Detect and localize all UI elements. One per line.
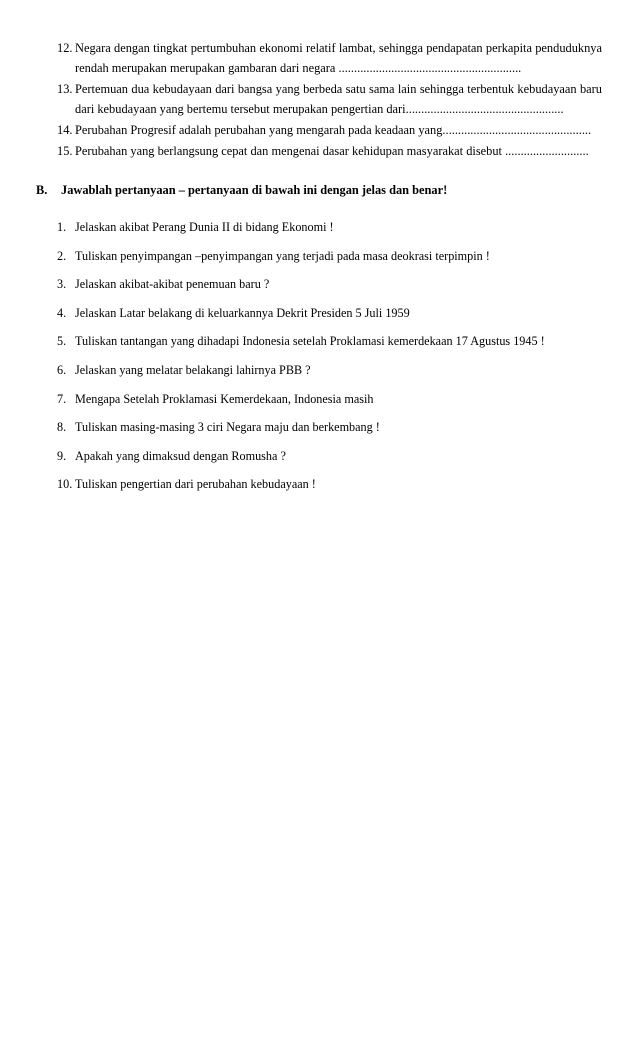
item-number: 14.	[57, 123, 73, 137]
item-text: Tuliskan masing-masing 3 ciri Negara maju dan berkembang !	[75, 420, 380, 435]
list-item	[57, 470, 602, 499]
item-number: 1.	[57, 220, 67, 234]
item-text: Negara dengan tingkat pertumbuhan ekonomi relatif lambat, sehingga pendapatan perkapita penduduknya rendah merupakan merupakan gambaran dari negara ...........................................................	[75, 41, 602, 75]
list-item	[57, 327, 602, 356]
item-number: 9.	[57, 448, 67, 463]
item-text: Jelaskan akibat-akibat penemuan baru ?	[75, 277, 270, 292]
list-item	[57, 299, 602, 328]
list-item	[57, 270, 602, 299]
list-item	[57, 413, 602, 442]
section-instruction: Jawablah pertanyaan – pertanyaan di bawah ini dengan jelas dan benar!	[61, 183, 448, 197]
item-text: Pertemuan dua kebudayaan dari bangsa yang berbeda satu sama lain sehingga terbentuk kebudayaan baru dari kebudayaan yang bertemu tersebut merupakan pengertian dari...................................................	[75, 82, 602, 116]
item-text: Tuliskan pengertian dari perubahan kebudayaan !	[75, 477, 316, 492]
item-number: 2.	[57, 248, 67, 263]
essay-question-list	[57, 213, 602, 499]
list-item	[57, 141, 602, 161]
item-number: 10.	[57, 477, 73, 492]
item-number: 5.	[57, 334, 67, 349]
list-item	[57, 356, 602, 385]
item-text: Jelaskan akibat Perang Dunia II di bidang Ekonomi !	[75, 220, 334, 234]
section-heading	[36, 183, 447, 198]
item-number: 15.	[57, 144, 73, 158]
continued-question-list	[57, 38, 602, 162]
item-number: 12.	[57, 41, 73, 55]
item-text: Jelaskan Latar belakang di keluarkannya Dekrit Presiden 5 Juli 1959	[75, 305, 410, 320]
list-item	[57, 242, 602, 271]
list-item	[57, 38, 602, 78]
item-number: 4.	[57, 305, 67, 320]
item-text: Tuliskan penyimpangan –penyimpangan yang terjadi pada masa deokrasi terpimpin !	[75, 248, 490, 263]
item-number: 6.	[57, 362, 67, 377]
item-number: 3.	[57, 277, 67, 292]
item-number: 8.	[57, 420, 67, 435]
list-item	[57, 442, 602, 471]
item-text: Mengapa Setelah Proklamasi Kemerdekaan, Indonesia masih	[75, 391, 374, 406]
list-item	[57, 385, 602, 414]
list-item	[57, 213, 602, 242]
section-letter: B.	[36, 183, 48, 197]
item-text: Apakah yang dimaksud dengan Romusha ?	[75, 448, 286, 463]
item-text: Tuliskan tantangan yang dihadapi Indonesia setelah Proklamasi kemerdekaan 17 Agustus 1945 !	[75, 334, 545, 349]
list-item	[57, 120, 602, 140]
item-text: Perubahan Progresif adalah perubahan yang mengarah pada keadaan yang................................................	[75, 123, 592, 137]
item-number: 13.	[57, 82, 73, 96]
item-text: Perubahan yang berlangsung cepat dan mengenai dasar kehidupan masyarakat disebut ...........................	[75, 144, 589, 158]
list-item	[57, 79, 602, 119]
item-number: 7.	[57, 391, 67, 406]
item-text: Jelaskan yang melatar belakangi lahirnya PBB ?	[75, 362, 311, 377]
